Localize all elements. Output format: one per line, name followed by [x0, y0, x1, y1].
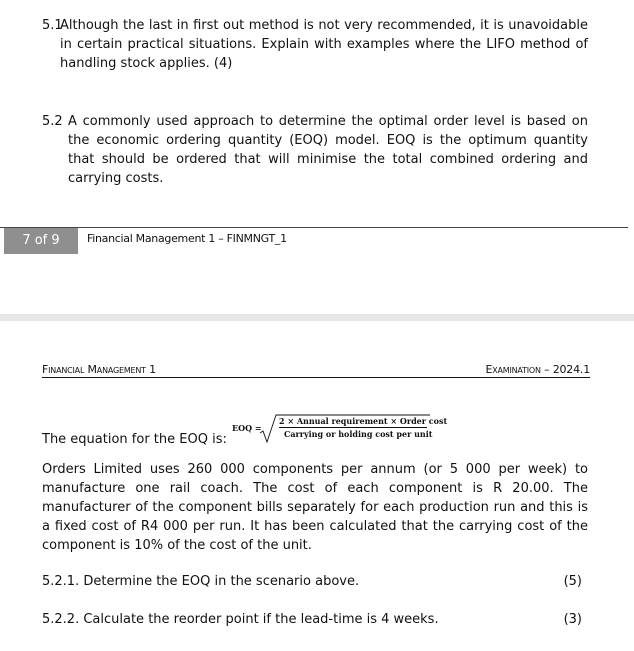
- question-text: Although the last in first out method is not very recommended, it is unavoidable in certain practical situations. Explain with examples where the LIFO method of handling stock applies. (4): [60, 18, 588, 71]
- page-break: [0, 314, 634, 321]
- question-5-2: [42, 112, 588, 188]
- formula-denominator: Carrying or holding cost per unit: [284, 429, 433, 439]
- scenario-paragraph: Orders Limited uses 260 000 components per annum (or 5 000 per week) to manufacture one rail coach. The cost of each component is R 20.00. The manufacturer of the component bills separately for each production run and this is a fixed cost of R4 000 per run. It has been calculated that the carrying cost of the component is 10% of the cost of the unit.: [42, 462, 588, 553]
- header-divider: [42, 377, 590, 378]
- header-course-title: Financial Management 1: [42, 363, 156, 376]
- eoq-intro-text: The equation for the EOQ is:: [42, 432, 227, 447]
- sub-question-5-2-1: [42, 574, 582, 589]
- footer-course-title: Financial Management 1 – FINMNGT_1: [87, 232, 287, 245]
- question-text: A commonly used approach to determine the optimal order level is based on the economic ordering quantity (EOQ) model. EOQ is the optimum quantity that should be ordered that will minimise the total combined ordering and carrying costs.: [68, 114, 588, 186]
- header-exam-title: Examination – 2024.1: [485, 363, 590, 376]
- fraction-bar: [279, 427, 427, 428]
- sub-question-marks: (5): [563, 574, 582, 589]
- sub-question-marks: (3): [563, 612, 582, 627]
- page-number-badge: 7 of 9: [4, 228, 78, 254]
- question-number: 5.2: [42, 114, 63, 129]
- footer-divider: [0, 227, 628, 228]
- sub-question-text: 5.2.2. Calculate the reorder point if the lead-time is 4 weeks.: [42, 612, 439, 627]
- sub-question-5-2-2: [42, 612, 582, 627]
- question-number: 5.1: [42, 18, 63, 33]
- formula-numerator: 2 × Annual requirement × Order cost: [279, 416, 448, 426]
- formula-lhs: EOQ =: [232, 423, 262, 433]
- sub-question-text: 5.2.1. Determine the EOQ in the scenario above.: [42, 574, 360, 589]
- question-5-1: [42, 16, 588, 73]
